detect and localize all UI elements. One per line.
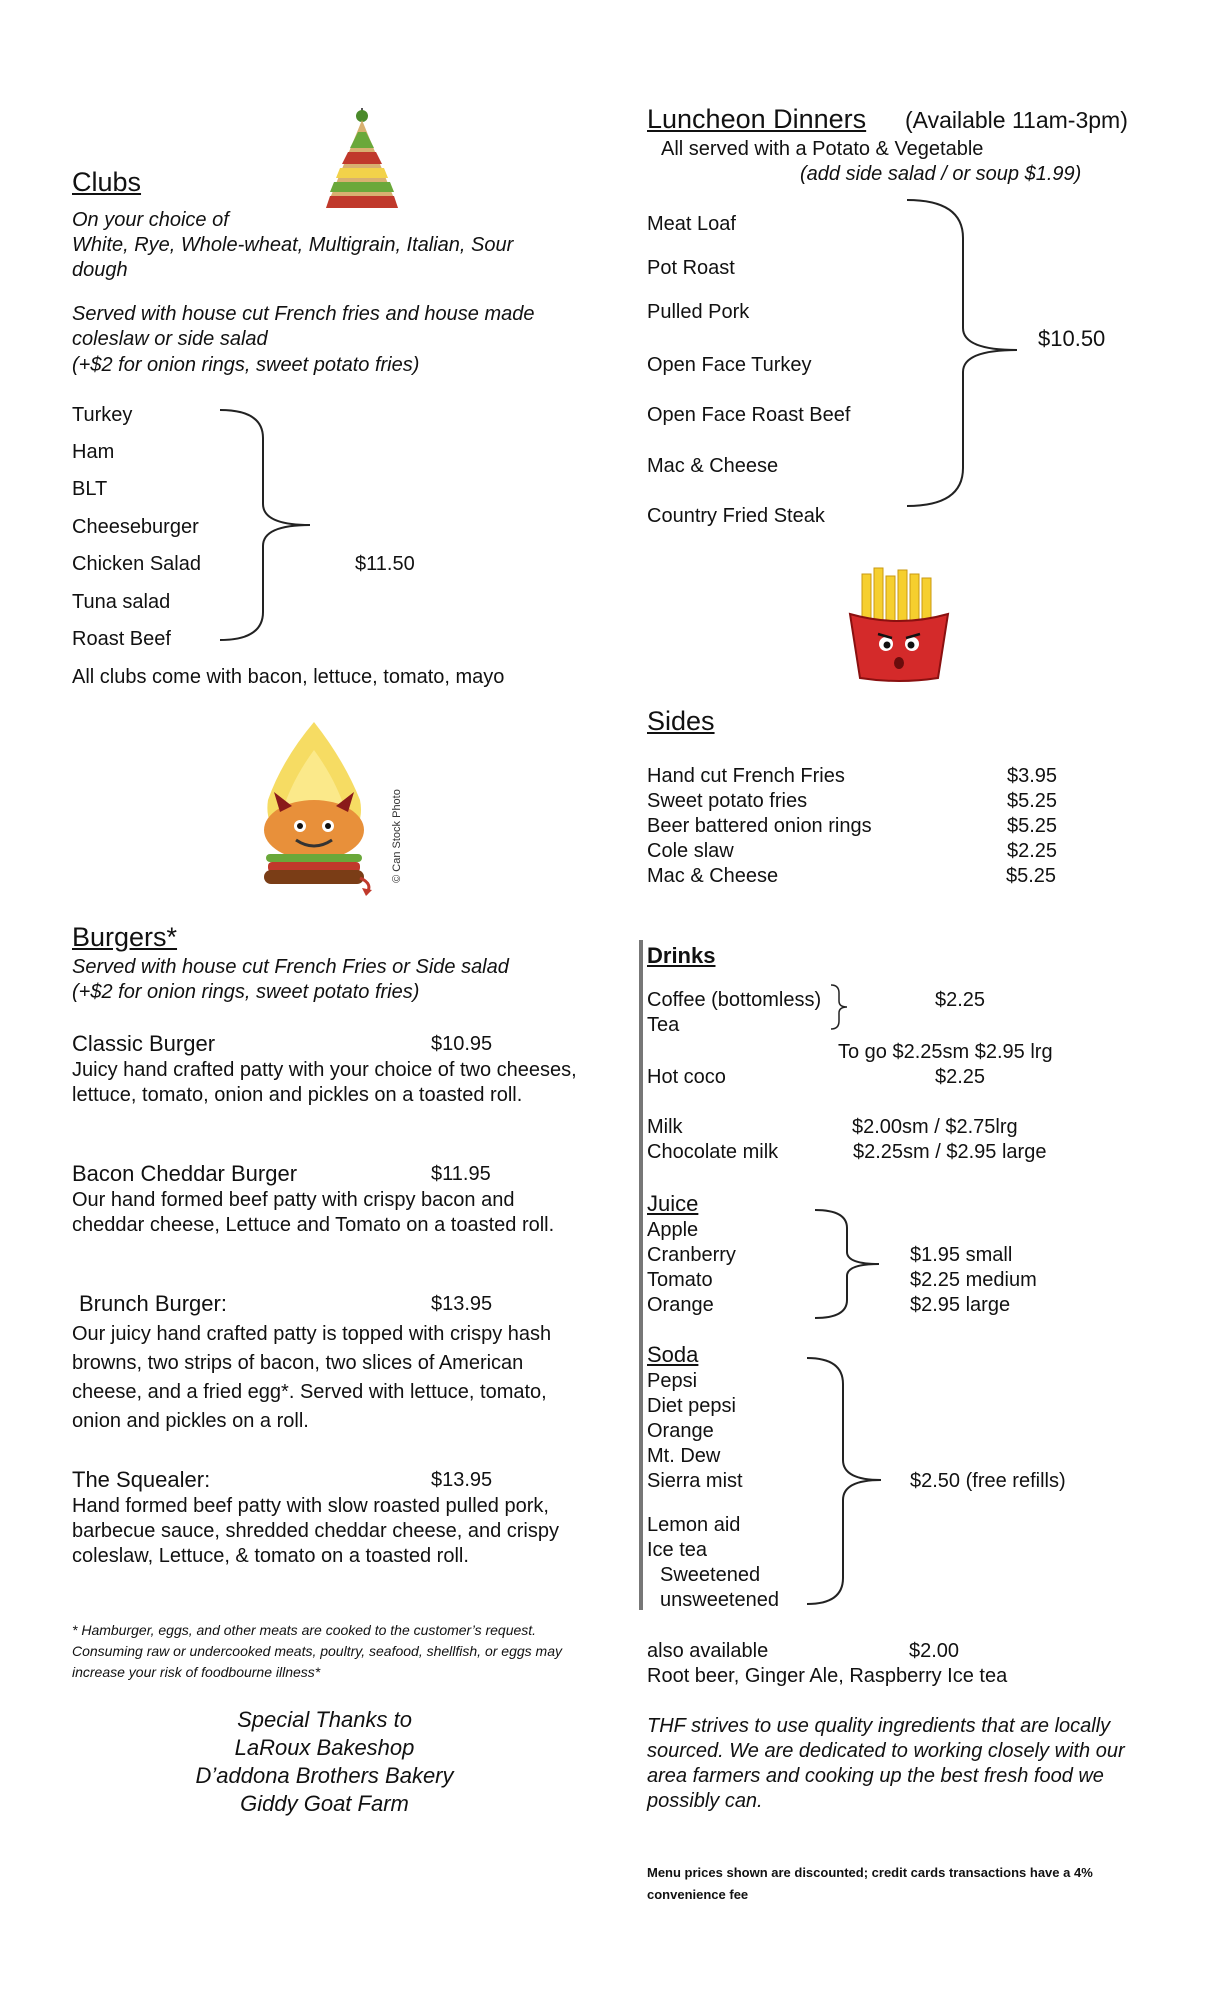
- side-price: $3.95: [1007, 765, 1058, 787]
- club-item: Chicken Salad: [72, 553, 201, 575]
- coffee-price: $2.25: [935, 989, 986, 1011]
- juice-item: Apple: [647, 1219, 699, 1241]
- burgers-served-with: Served with house cut French Fries or Side salad: [72, 956, 509, 978]
- club-item: Tuna salad: [72, 591, 171, 613]
- soda-item: Orange: [647, 1420, 714, 1442]
- soda-price: $2.50 (free refills): [910, 1470, 1066, 1492]
- clubs-note: All clubs come with bacon, lettuce, tomato, mayo: [72, 666, 505, 688]
- drinks-divider: [639, 940, 643, 1610]
- club-item: Ham: [72, 441, 115, 463]
- burger-description: Our hand formed beef patty with crispy bacon and cheddar cheese, Lettuce and Tomato on a toasted roll.: [72, 1189, 555, 1236]
- soda-item: Sierra mist: [647, 1470, 743, 1492]
- luncheon-item: Open Face Turkey: [647, 354, 812, 376]
- clubs-brace: [218, 408, 313, 642]
- drink-ice-tea: Ice tea: [647, 1539, 708, 1561]
- burger-price: $11.95: [431, 1163, 491, 1185]
- club-item: Cheeseburger: [72, 516, 199, 538]
- coffee-brace: [829, 983, 849, 1031]
- juice-price: $1.95 small: [910, 1244, 1013, 1266]
- burgers-upcharge: (+$2 for onion rings, sweet potato fries): [72, 981, 420, 1003]
- club-sandwich-image: [322, 108, 402, 212]
- hot-coco-price: $2.25: [935, 1066, 986, 1088]
- luncheon-addon: (add side salad / or soup $1.99): [800, 163, 1082, 185]
- drink-coffee: Coffee (bottomless): [647, 989, 822, 1011]
- side-name: Sweet potato fries: [647, 790, 808, 812]
- luncheon-item: Open Face Roast Beef: [647, 404, 851, 426]
- clubs-price: $11.50: [355, 553, 415, 575]
- chocolate-milk-price: $2.25sm / $2.95 large: [853, 1141, 1047, 1163]
- juice-price: $2.95 large: [910, 1294, 1011, 1316]
- side-price: $5.25: [1007, 790, 1058, 812]
- luncheon-item: Pulled Pork: [647, 301, 750, 323]
- thanks-name: D’addona Brothers Bakery: [195, 1763, 454, 1788]
- burger-description: Our juicy hand crafted patty is topped with crispy hash browns, two strips of bacon, two slices of American cheese, and a fried egg*. Served with lettuce, tomato, onion and pickles on a roll.: [72, 1323, 552, 1432]
- milk-price: $2.00sm / $2.75lrg: [852, 1116, 1018, 1138]
- side-price: $5.25: [1007, 815, 1058, 837]
- thanks-name: Giddy Goat Farm: [240, 1791, 409, 1816]
- also-available-label: also available: [647, 1640, 769, 1662]
- image-credit: © Can Stock Photo: [391, 789, 403, 883]
- juice-brace: [813, 1208, 883, 1320]
- juice-price: $2.25 medium: [910, 1269, 1037, 1291]
- luncheon-item: Country Fried Steak: [647, 505, 825, 527]
- juice-item: Orange: [647, 1294, 714, 1316]
- side-name: Mac & Cheese: [647, 865, 779, 887]
- luncheon-item: Pot Roast: [647, 257, 735, 279]
- fee-note: Menu prices shown are discounted; credit cards transactions have a 4% convenience fee: [647, 1865, 1093, 1902]
- juice-item: Tomato: [647, 1269, 713, 1291]
- clubs-title: Clubs: [72, 167, 142, 197]
- soda-item: Pepsi: [647, 1370, 698, 1392]
- luncheon-price: $10.50: [1038, 326, 1106, 351]
- thanks-heading: Special Thanks to: [237, 1707, 412, 1732]
- side-name: Hand cut French Fries: [647, 765, 845, 787]
- luncheon-item: Meat Loaf: [647, 213, 736, 235]
- side-price: $5.25: [1006, 865, 1057, 887]
- drinks-title: Drinks: [647, 943, 716, 968]
- burger-name: Classic Burger: [72, 1031, 216, 1056]
- luncheon-item: Mac & Cheese: [647, 455, 779, 477]
- club-item: Turkey: [72, 404, 133, 426]
- club-item: BLT: [72, 478, 108, 500]
- juice-item: Cranberry: [647, 1244, 736, 1266]
- soda-item: Mt. Dew: [647, 1445, 721, 1467]
- drink-tea: Tea: [647, 1014, 680, 1036]
- clubs-bread-options: White, Rye, Whole-wheat, Multigrain, Italian, Sour dough: [72, 234, 514, 281]
- clubs-upcharge: (+$2 for onion rings, sweet potato fries): [72, 354, 420, 376]
- soda-brace: [805, 1356, 885, 1606]
- burger-price: $10.95: [431, 1033, 493, 1055]
- burger-description: Hand formed beef patty with slow roasted pulled pork, barbecue sauce, shredded cheddar cheese, and crispy coleslaw, Lettuce, & tomato on a toasted roll.: [72, 1495, 559, 1567]
- drink-milk: Milk: [647, 1116, 683, 1138]
- burger-name: Bacon Cheddar Burger: [72, 1161, 298, 1186]
- side-name: Cole slaw: [647, 840, 734, 862]
- luncheon-availability: (Available 11am-3pm): [905, 107, 1128, 133]
- ice-tea-sweetened: Sweetened: [660, 1564, 761, 1586]
- burger-price: $13.95: [431, 1293, 493, 1315]
- burgers-title: Burgers*: [72, 922, 178, 952]
- quality-statement: THF strives to use quality ingredients that are locally sourced. We are dedicated to working closely with our area farmers and cooking up the best fresh food we possibly can.: [647, 1715, 1125, 1812]
- sides-title: Sides: [647, 706, 715, 736]
- luncheon-served-with: All served with a Potato & Vegetable: [661, 138, 984, 160]
- burger-name: The Squealer:: [72, 1467, 211, 1492]
- also-available-items: Root beer, Ginger Ale, Raspberry Ice tea: [647, 1665, 1008, 1687]
- burgers-disclaimer: * Hamburger, eggs, and other meats are cooked to the customer’s request. Consuming raw or undercooked meats, poultry, seafood, shellfish, or eggs may increase your risk of foodbourne illness*: [72, 1622, 562, 1680]
- side-name: Beer battered onion rings: [647, 815, 872, 837]
- burger-name: Brunch Burger:: [79, 1291, 227, 1316]
- luncheon-brace: [905, 198, 1020, 508]
- thanks-name: LaRoux Bakeshop: [234, 1735, 415, 1760]
- drink-chocolate-milk: Chocolate milk: [647, 1141, 779, 1163]
- soda-item: Diet pepsi: [647, 1395, 736, 1417]
- club-item: Roast Beef: [72, 628, 171, 650]
- french-fries-image: [848, 568, 950, 682]
- devil-burger-image: [252, 720, 377, 895]
- to-go-prices: To go $2.25sm $2.95 lrg: [838, 1041, 1053, 1063]
- luncheon-title: Luncheon Dinners: [647, 104, 867, 134]
- drink-lemon-aid: Lemon aid: [647, 1514, 741, 1536]
- drink-hot-coco: Hot coco: [647, 1066, 726, 1088]
- juice-title: Juice: [647, 1191, 699, 1216]
- also-available-price: $2.00: [909, 1640, 960, 1662]
- clubs-served-with: Served with house cut French fries and house made coleslaw or side salad: [72, 303, 535, 350]
- soda-title: Soda: [647, 1342, 699, 1367]
- side-price: $2.25: [1007, 840, 1058, 862]
- burger-description: Juicy hand crafted patty with your choice of two cheeses, lettuce, tomato, onion and pickles on a toasted roll.: [72, 1059, 577, 1106]
- ice-tea-unsweetened: unsweetened: [660, 1589, 779, 1611]
- clubs-bread-intro: On your choice of: [72, 209, 229, 231]
- burger-price: $13.95: [431, 1469, 493, 1491]
